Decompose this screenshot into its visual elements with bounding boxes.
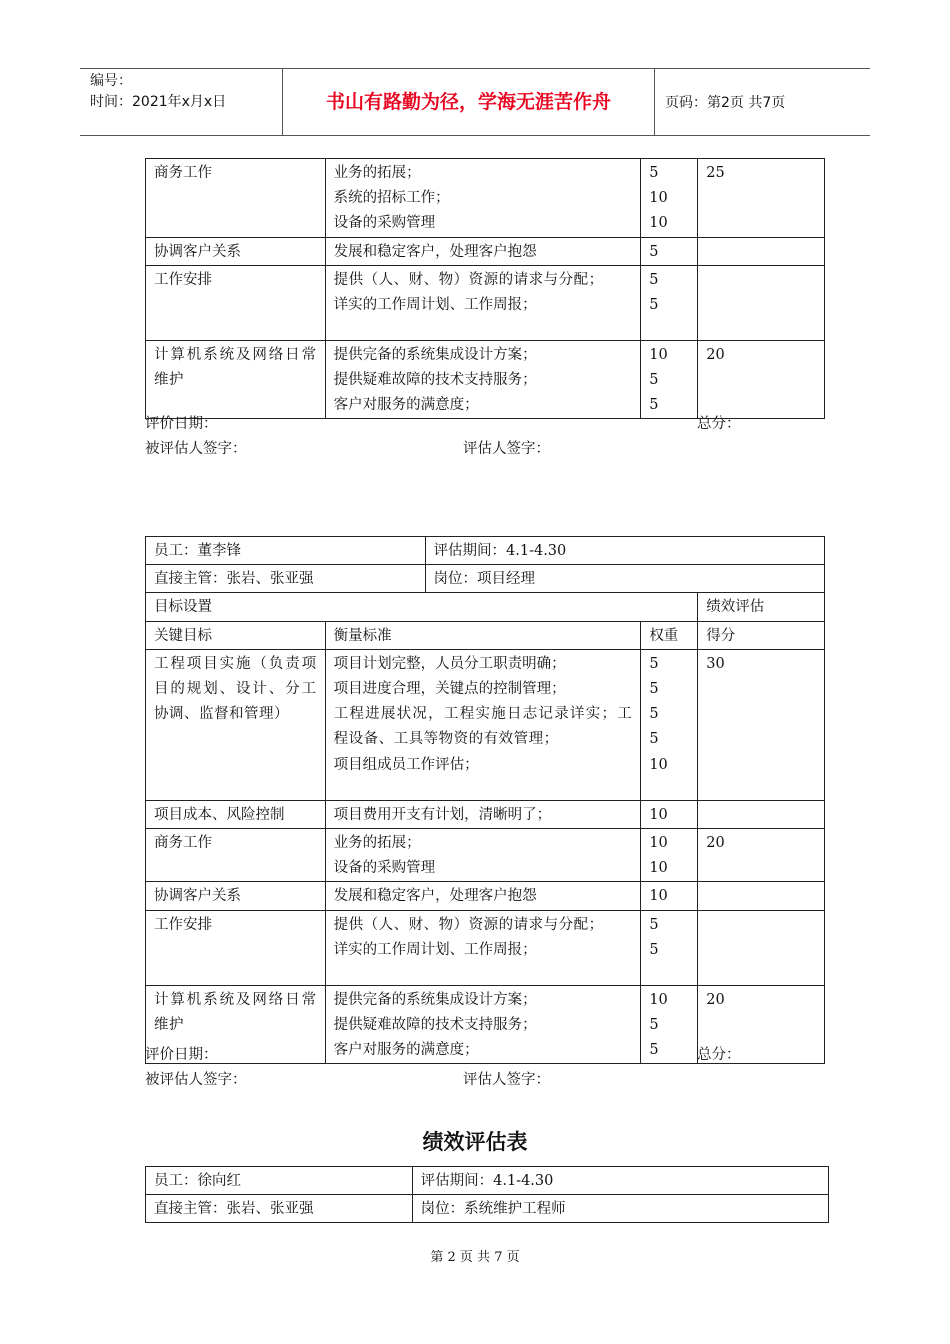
eval-date-label: 评价日期： <box>145 1047 218 1063</box>
cell-standards: 发展和稳定客户，处理客户抱怨 <box>325 237 641 265</box>
weight-value: 5 <box>649 916 659 933</box>
evaluatee-sign-label: 被评估人签字： <box>145 441 247 457</box>
weight-value: 5 <box>649 397 659 414</box>
employee-cell: 员工：董李锋 <box>146 537 426 565</box>
cell-score <box>698 882 825 910</box>
standard-line: 项目进度合理，关键点的控制管理； <box>333 681 566 698</box>
weight-value: 5 <box>649 681 659 698</box>
table-row <box>146 910 825 985</box>
evaluator-sign-label: 评估人签字： <box>463 1072 550 1088</box>
table-1 <box>145 158 825 419</box>
weight-value: 10 <box>649 860 668 877</box>
cell-target: 计算机系统及网络日常维护 <box>146 985 326 1064</box>
weight-value: 10 <box>649 346 668 363</box>
cell-target: 计算机系统及网络日常维护 <box>146 340 326 419</box>
weight-value: 5 <box>649 731 659 748</box>
cell-weights: 10 <box>641 882 698 910</box>
total-label: 总分： <box>697 1047 741 1063</box>
cell-score <box>698 237 825 265</box>
cell-score <box>698 265 825 340</box>
time-label: 时间：2021年x月x日 <box>90 94 227 110</box>
period-cell: 评估期间：4.1-4.30 <box>425 537 824 565</box>
standard-line: 提供疑难故障的技术支持服务； <box>333 372 537 389</box>
standard-line: 业务的拓展； <box>333 835 421 852</box>
supervisor-cell: 直接主管：张岩、张亚强 <box>146 1195 413 1223</box>
cell-standards <box>325 829 641 882</box>
weight-value: 10 <box>649 835 668 852</box>
standard-line: 业务的拓展； <box>333 165 421 181</box>
weight-value: 5 <box>649 941 659 958</box>
table-row <box>146 265 825 340</box>
number-label: 编号： <box>90 73 132 89</box>
cell-target: 商务工作 <box>146 159 326 238</box>
weight-value: 5 <box>649 372 659 389</box>
weight-value: 10 <box>649 215 668 232</box>
cell-standards <box>325 910 641 985</box>
cell-target: 工作安排 <box>146 265 326 340</box>
table-row <box>146 1195 829 1223</box>
cell-weights <box>641 340 698 419</box>
weight-value: 5 <box>649 1042 659 1059</box>
perf-eval-header: 绩效评估 <box>698 593 825 621</box>
col-score-header: 得分 <box>698 621 825 649</box>
table-row <box>146 882 825 910</box>
cell-standards <box>325 340 641 419</box>
table-3 <box>145 1166 829 1223</box>
period-cell: 评估期间：4.1-4.30 <box>412 1167 828 1195</box>
weight-value: 5 <box>649 297 659 314</box>
cell-standards <box>325 985 641 1064</box>
cell-target: 工程项目实施（负责项目的规划、设计、分工协调、监督和管理） <box>146 649 326 800</box>
cell-score: 20 <box>698 340 825 419</box>
weight-value: 5 <box>649 655 659 672</box>
form-title: 绩效评估表 <box>422 1130 528 1154</box>
cell-score <box>698 800 825 828</box>
table-header-row <box>146 621 825 649</box>
col-standard-header: 衡量标准 <box>325 621 641 649</box>
cell-score: 25 <box>698 159 825 238</box>
eval-date-label: 评价日期： <box>145 416 218 432</box>
standard-line: 工程进展状况，工程实施日志记录详实；工程设备、工具等物资的有效管理； <box>333 706 633 748</box>
table-row <box>146 340 825 419</box>
cell-target: 工作安排 <box>146 910 326 985</box>
table-row <box>146 649 825 800</box>
standard-line: 客户对服务的满意度； <box>333 397 479 414</box>
page-footer: 第 2 页 共 7 页 <box>430 1250 520 1265</box>
employee-cell: 员工：徐向红 <box>146 1167 413 1195</box>
weight-value: 5 <box>649 165 659 181</box>
cell-target: 协调客户关系 <box>146 882 326 910</box>
table-row <box>146 800 825 828</box>
header-motto: 书山有路勤为径，学海无涯苦作舟 <box>283 69 655 135</box>
standard-line: 提供疑难故障的技术支持服务； <box>333 1016 537 1033</box>
table-row <box>146 537 825 565</box>
standard-line: 详实的工作周计划、工作周报； <box>333 941 537 958</box>
cell-weights <box>641 985 698 1064</box>
cell-weights <box>641 265 698 340</box>
cell-weights <box>641 910 698 985</box>
weight-value: 5 <box>649 1016 659 1033</box>
standard-line: 详实的工作周计划、工作周报； <box>333 297 537 314</box>
cell-target: 协调客户关系 <box>146 237 326 265</box>
cell-standards <box>325 159 641 238</box>
cell-score <box>698 910 825 985</box>
total-label: 总分： <box>697 416 741 432</box>
evaluatee-sign-label: 被评估人签字： <box>145 1072 247 1088</box>
table-row <box>146 829 825 882</box>
cell-weights: 10 <box>641 800 698 828</box>
table-2 <box>145 536 825 1064</box>
cell-score: 20 <box>698 829 825 882</box>
standard-line: 客户对服务的满意度； <box>333 1042 479 1059</box>
position-cell: 岗位：系统维护工程师 <box>412 1195 828 1223</box>
cell-target: 项目成本、风险控制 <box>146 800 326 828</box>
table-row <box>146 237 825 265</box>
cell-standards <box>325 265 641 340</box>
cell-weights: 5 <box>641 237 698 265</box>
weight-value: 5 <box>649 271 659 288</box>
standard-line: 提供完备的系统集成设计方案； <box>333 346 537 363</box>
col-target-header: 关键目标 <box>146 621 326 649</box>
table-row <box>146 159 825 238</box>
standard-line: 系统的招标工作； <box>333 190 450 207</box>
cell-weights <box>641 159 698 238</box>
table-row <box>146 593 825 621</box>
cell-score: 30 <box>698 649 825 800</box>
col-weight-header: 权重 <box>641 621 698 649</box>
cell-standards: 项目费用开支有计划，清晰明了； <box>325 800 641 828</box>
cell-standards: 发展和稳定客户，处理客户抱怨 <box>325 882 641 910</box>
weight-value: 5 <box>649 706 659 723</box>
header-page-label: 页码：第2页 共7页 <box>665 95 786 111</box>
standard-line: 提供（人、财、物）资源的请求与分配； <box>333 916 604 933</box>
cell-standards <box>325 649 641 800</box>
table-row <box>146 565 825 593</box>
cell-weights <box>641 649 698 800</box>
standard-line: 项目组成员工作评估； <box>333 756 479 773</box>
cell-target: 商务工作 <box>146 829 326 882</box>
weight-value: 10 <box>649 991 668 1008</box>
standard-line: 项目计划完整，人员分工职责明确； <box>333 655 566 672</box>
cell-score: 20 <box>698 985 825 1064</box>
evaluator-sign-label: 评估人签字： <box>463 441 550 457</box>
supervisor-cell: 直接主管：张岩、张亚强 <box>146 565 426 593</box>
standard-line: 设备的采购管理 <box>333 860 436 877</box>
header-meta <box>80 69 283 135</box>
position-cell: 岗位：项目经理 <box>425 565 824 593</box>
goal-setting-header: 目标设置 <box>146 593 698 621</box>
cell-weights <box>641 829 698 882</box>
weight-value: 10 <box>649 190 668 207</box>
standard-line: 设备的采购管理 <box>333 215 436 232</box>
table-row <box>146 1167 829 1195</box>
standard-line: 提供（人、财、物）资源的请求与分配； <box>333 271 604 288</box>
standard-line: 提供完备的系统集成设计方案； <box>333 991 537 1008</box>
weight-value: 10 <box>649 756 668 773</box>
page-header <box>80 68 870 136</box>
